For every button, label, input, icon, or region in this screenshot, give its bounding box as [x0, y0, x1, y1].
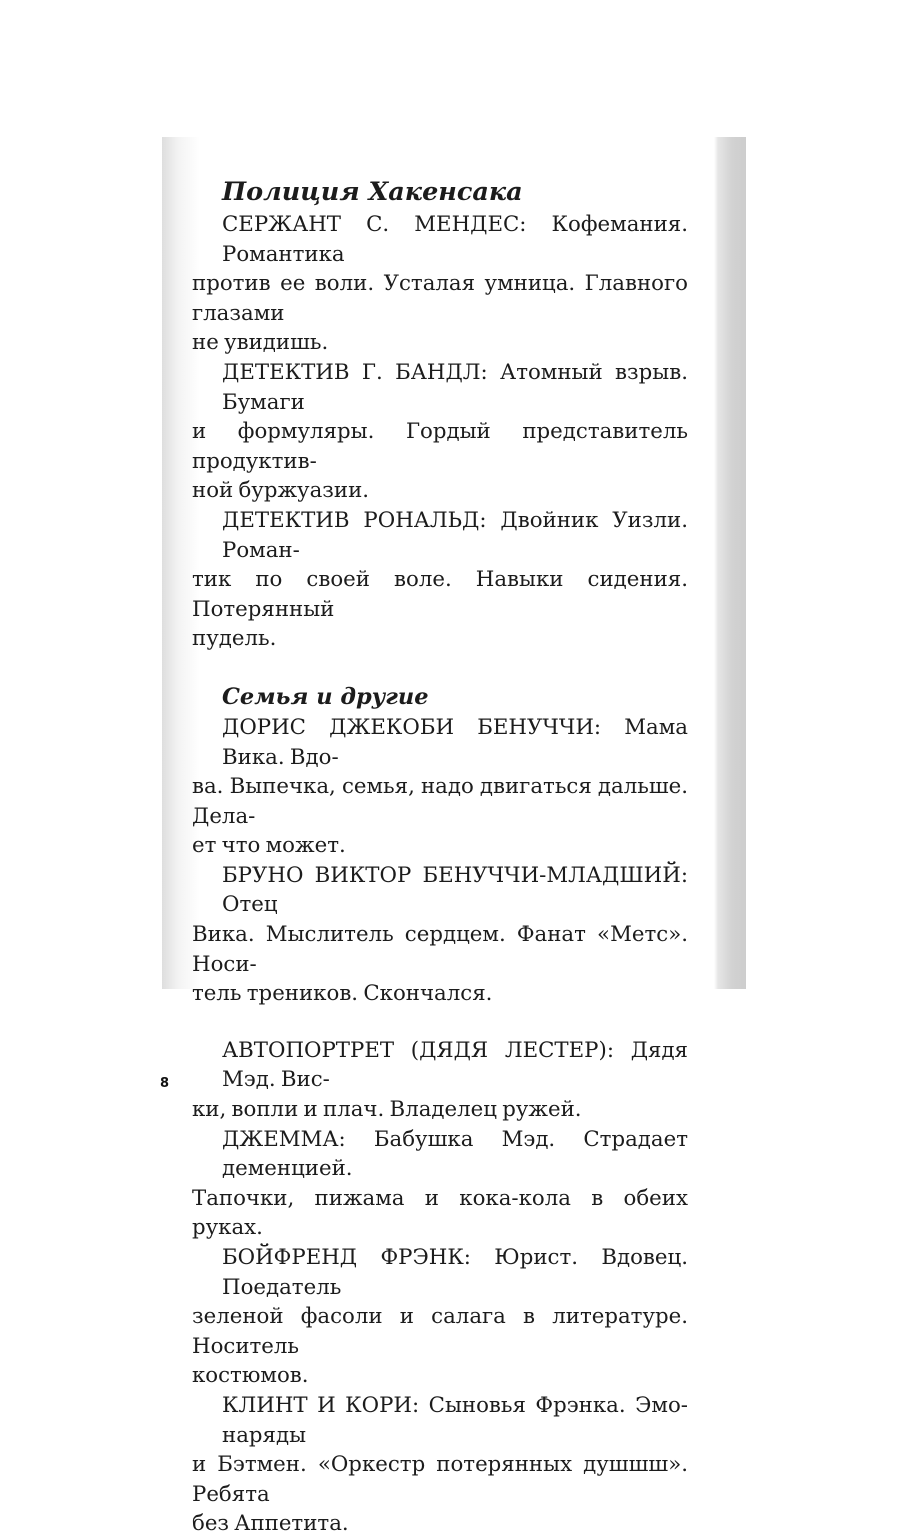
entry-line: костюмов.: [192, 1363, 309, 1389]
entry-bundl: [192, 358, 688, 506]
entry-line: ки, вопли и плач. Владелец ружей.: [192, 1097, 582, 1123]
entry-frank: [192, 1243, 688, 1391]
entry-line: ДЖЕММА: Бабушка Мэд. Страдает деменцией.: [222, 1126, 688, 1182]
section-gap: [192, 1009, 688, 1036]
entry-line: ДЕТЕКТИВ РОНАЛЬД: Двойник Уизли. Роман-: [222, 507, 688, 563]
entry-line: КЛИНТ И КОРИ: Сыновья Фрэнка. Эмо-наряды: [222, 1392, 688, 1448]
entry-lester: [192, 1036, 688, 1125]
entry-clint-cory: [192, 1391, 688, 1539]
entry-line: и формуляры. Гордый представитель продуктив-: [192, 419, 688, 474]
entry-bruno: [192, 861, 688, 1009]
page-number: 8: [160, 1076, 170, 1091]
entry-line: тель треников. Скончался.: [192, 981, 493, 1007]
entry-mendes: [192, 210, 688, 358]
entry-line: ДОРИС ДЖЕКОБИ БЕНУЧЧИ: Мама Вика. Вдо-: [222, 714, 688, 770]
entry-line: АВТОПОРТРЕТ (ДЯДЯ ЛЕСТЕР): Дядя Мэд. Вис-: [222, 1037, 688, 1093]
entry-line: ной буржуазии.: [192, 478, 370, 504]
entry-line: зеленой фасоли и салага в литературе. Носитель: [192, 1304, 688, 1359]
entry-line: Вика. Мыслитель сердцем. Фанат «Метс». Носи-: [192, 922, 688, 977]
entry-ronald: [192, 506, 688, 654]
cast-list: [192, 174, 688, 1539]
entry-line: СЕРЖАНТ С. МЕНДЕС: Кофемания. Романтика: [222, 212, 688, 267]
section-heading-family: Семья и другие: [222, 683, 429, 710]
entry-line: тик по своей воле. Навыки сидения. Потерянный: [192, 567, 688, 622]
entry-line: без Аппетита.: [192, 1511, 349, 1537]
entry-line: ет что может.: [192, 833, 346, 859]
entry-line: Тапочки, пижама и кока-кола в обеих руках.: [192, 1185, 688, 1241]
section-gap: [192, 654, 688, 681]
entry-line: БОЙФРЕНД ФРЭНК: Юрист. Вдовец. Поедатель: [222, 1245, 688, 1300]
entry-line: БРУНО ВИКТОР БЕНУЧЧИ-МЛАДШИЙ: Отец: [222, 862, 688, 918]
entry-line: не увидишь.: [192, 330, 329, 356]
section-heading-police: Полиция Хакенсака: [222, 177, 523, 207]
entry-doris: [192, 713, 688, 861]
entry-gemma: [192, 1125, 688, 1243]
entry-line: ДЕТЕКТИВ Г. БАНДЛ: Атомный взрыв. Бумаги: [222, 359, 688, 415]
entry-line: и Бэтмен. «Оркестр потерянных душшш». Ребята: [192, 1452, 688, 1507]
entry-line: ва. Выпечка, семья, надо двигаться дальше. Дела-: [192, 774, 688, 829]
entry-line: против ее воли. Усталая умница. Главного глазами: [192, 271, 688, 326]
entry-line: пудель.: [192, 626, 277, 652]
